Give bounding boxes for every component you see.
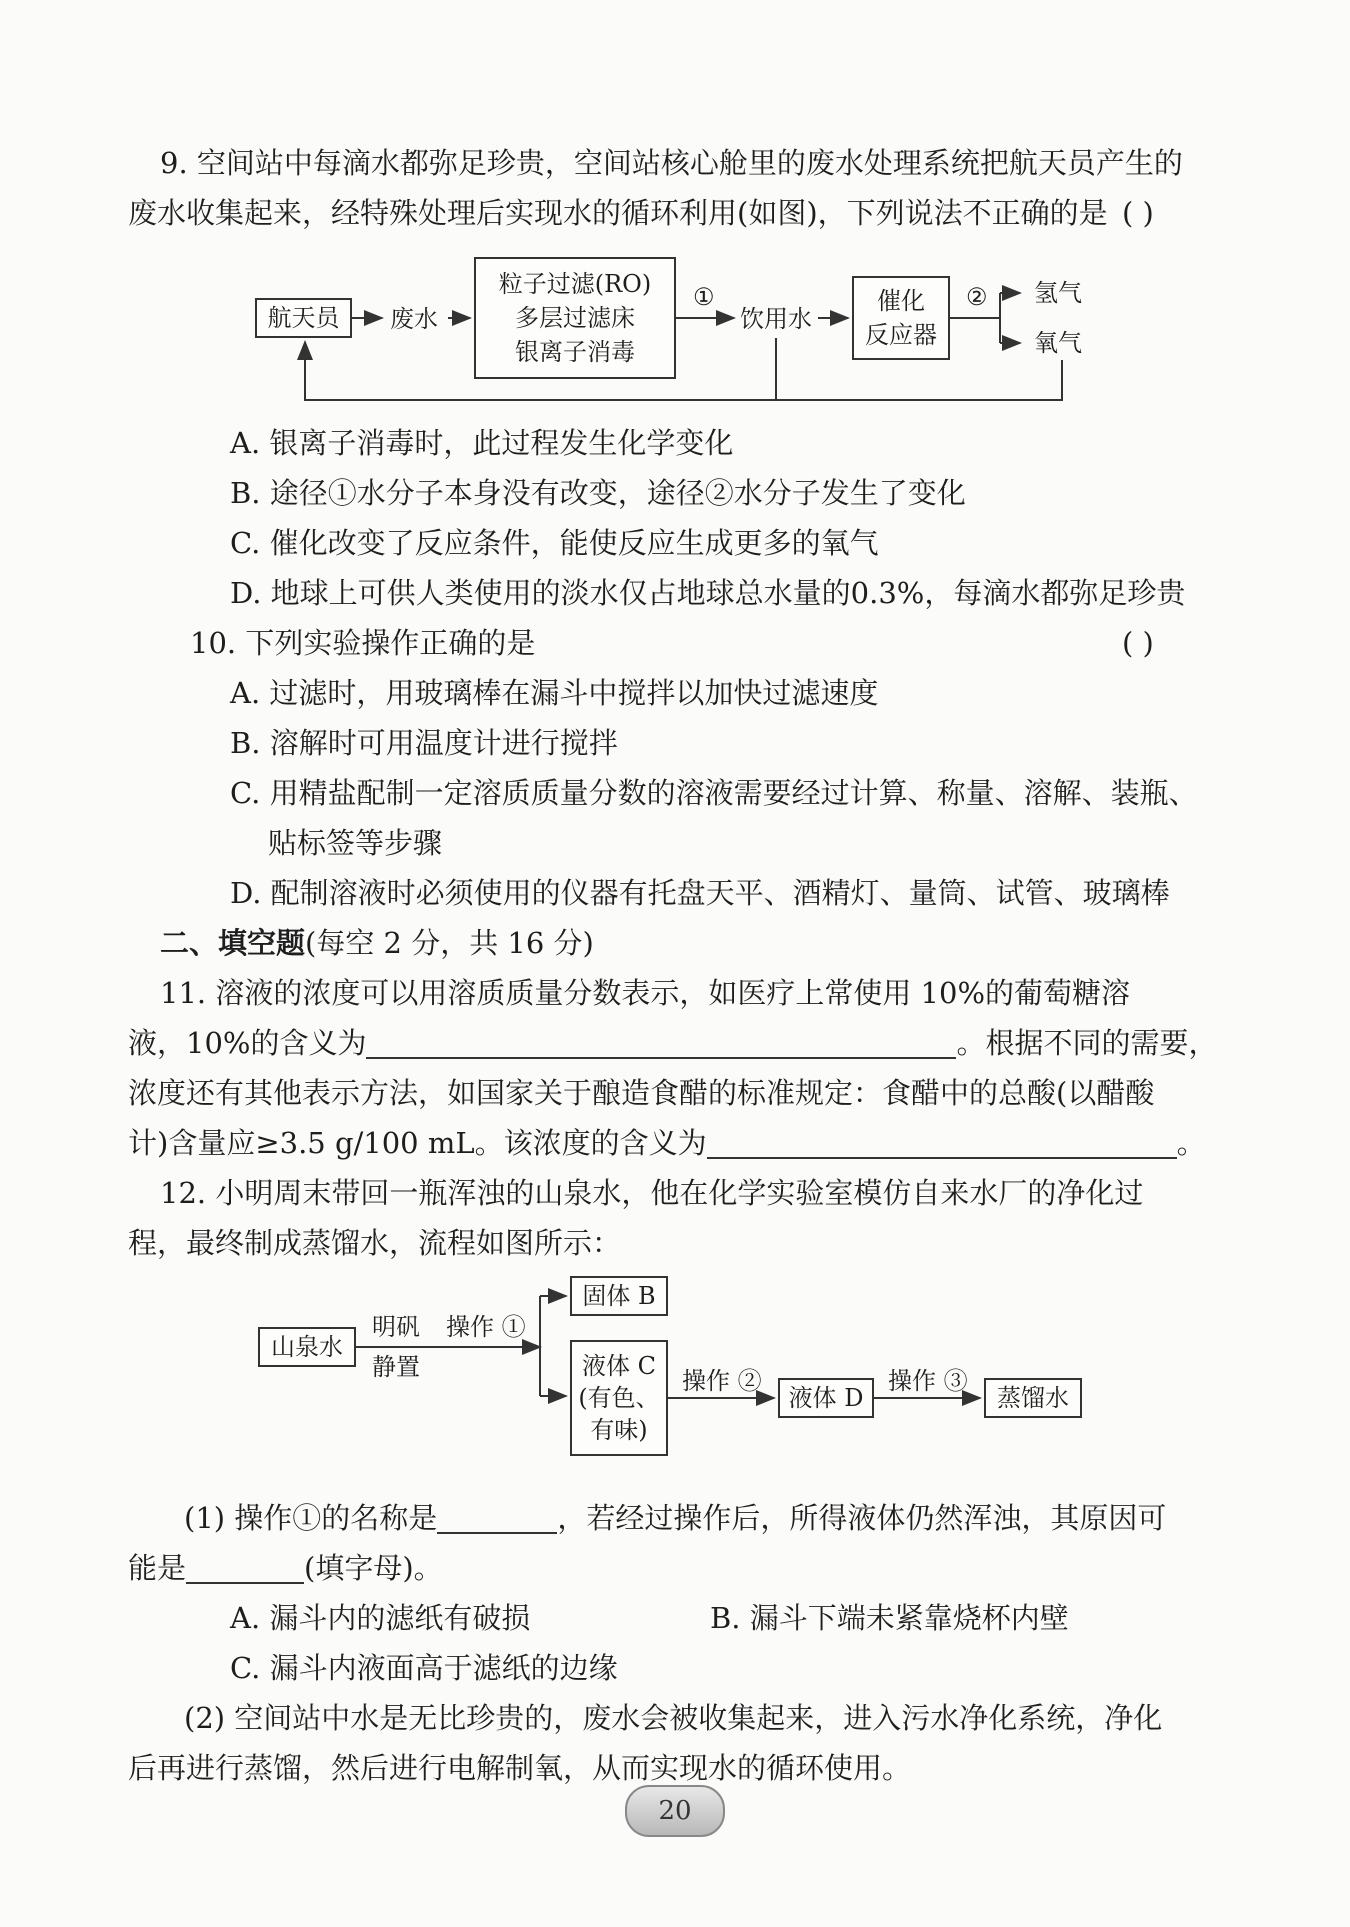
section2-note: (每空 2 分，共 16 分) <box>305 926 594 960</box>
label-settle: 静置 <box>372 1353 420 1381</box>
q9-answer-paren: ( ) <box>1122 196 1154 230</box>
page-number: 20 <box>658 1796 692 1826</box>
reactor-label-2: 反应器 <box>865 321 937 349</box>
node-hydrogen: 氢气 <box>1034 279 1082 307</box>
q9-option-d: D. 地球上可供人类使用的淡水仅占地球总水量的0.3%，每滴水都弥足珍贵 <box>230 576 1186 610</box>
q12-sub1-line2-prefix: 能是 <box>128 1551 187 1585</box>
node-liquid-d: 液体 D <box>778 1378 874 1418</box>
q10-option-b: B. 溶解时可用温度计进行搅拌 <box>230 726 618 760</box>
q12-line2: 程，最终制成蒸馏水，流程如图所示： <box>128 1226 622 1260</box>
q11-line2 <box>128 1023 1217 1063</box>
q12-option-a: A. 漏斗内的滤纸有破损 <box>230 1601 531 1635</box>
q12-option-b: B. 漏斗下端未紧靠烧杯内壁 <box>710 1601 1069 1635</box>
q10-option-d: D. 配制溶液时必须使用的仪器有托盘天平、酒精灯、量筒、试管、玻璃棒 <box>230 876 1170 910</box>
page-number-badge <box>625 1785 725 1837</box>
q9-option-b: B. 途径①水分子本身没有改变，途径②水分子发生了变化 <box>230 476 966 510</box>
q10-option-c-line1: C. 用精盐配制一定溶质质量分数的溶液需要经过计算、称量、溶解、装瓶、 <box>230 776 1198 810</box>
node-solid-b: 固体 B <box>570 1276 668 1316</box>
node-catalytic-reactor <box>852 276 950 360</box>
node-treatment-process <box>474 257 676 379</box>
q12-sub1-prefix: (1) 操作①的名称是 <box>184 1501 438 1535</box>
section2-title: 二、填空题 <box>160 926 306 960</box>
q11-line1: 11. 溶液的浓度可以用溶质质量分数表示，如医疗上常使用 10%的葡萄糖溶 <box>160 976 1131 1010</box>
node-drinking-water: 饮用水 <box>740 305 812 333</box>
node-spring-water: 山泉水 <box>258 1327 356 1367</box>
q12-sub2-line1: (2) 空间站中水是无比珍贵的，废水会被收集起来，进入污水净化系统，净化 <box>184 1701 1163 1735</box>
label-op3: 操作 ③ <box>888 1367 968 1395</box>
process-ro: 粒子过滤(RO) <box>498 270 652 298</box>
node-distilled-water: 蒸馏水 <box>984 1378 1082 1418</box>
q11-line2-suffix: 。根据不同的需要， <box>956 1026 1218 1060</box>
q11-line2-prefix: 液，10%的含义为 <box>128 1026 367 1060</box>
q11-line4-prefix: 计)含量应≥3.5 g/100 mL。该浓度的含义为 <box>128 1126 707 1160</box>
q12-option-c: C. 漏斗内液面高于滤纸的边缘 <box>230 1651 618 1685</box>
label-op2: 操作 ② <box>682 1367 762 1395</box>
q10-option-c-line2: 贴标签等步骤 <box>268 826 443 860</box>
q11-blank-1[interactable] <box>366 1027 956 1059</box>
q12-blank-1[interactable] <box>437 1502 557 1534</box>
node-liquid-c <box>570 1340 668 1456</box>
node-oxygen: 氧气 <box>1034 329 1082 357</box>
liquid-c-label-2: (有色、 <box>578 1384 660 1412</box>
q10-stem: 10. 下列实验操作正确的是 <box>190 626 536 660</box>
q9-stem-line1: 9. 空间站中每滴水都弥足珍贵，空间站核心舱里的废水处理系统把航天员产生的 <box>160 146 1183 180</box>
loop-oxygen-to-astronaut <box>776 360 1062 400</box>
q12-sub1-suffix: ，若经过操作后，所得液体仍然浑浊，其原因可 <box>557 1501 1167 1535</box>
q9-option-c: C. 催化改变了反应条件，能使反应生成更多的氧气 <box>230 526 879 560</box>
section2-heading <box>160 923 594 963</box>
label-op1: 操作 ① <box>446 1313 526 1341</box>
liquid-c-label-1: 液体 C <box>582 1352 656 1380</box>
process-filter-bed: 多层过滤床 <box>515 304 635 332</box>
reactor-label-1: 催化 <box>877 287 925 315</box>
label-alum: 明矾 <box>372 1313 420 1341</box>
step1-label: ① <box>693 283 715 311</box>
step2-label: ② <box>966 283 988 311</box>
q9-stem-line2: 废水收集起来，经特殊处理后实现水的循环利用(如图)，下列说法不正确的是 <box>128 196 1108 230</box>
liquid-c-label-3: 有味) <box>590 1416 648 1444</box>
q11-line3: 浓度还有其他表示方法，如国家关于酿造食醋的标准规定：食醋中的总酸(以醋酸 <box>128 1076 1155 1110</box>
q11-blank-2[interactable] <box>707 1127 1177 1159</box>
node-astronaut: 航天员 <box>255 298 352 338</box>
q12-sub2-line2: 后再进行蒸馏，然后进行电解制氧，从而实现水的循环使用。 <box>128 1751 912 1785</box>
q12-sub1-line2 <box>128 1548 443 1588</box>
q9-option-a: A. 银离子消毒时，此过程发生化学变化 <box>230 426 734 460</box>
q10-option-a: A. 过滤时，用玻璃棒在漏斗中搅拌以加快过滤速度 <box>230 676 879 710</box>
q12-sub1-line1 <box>184 1498 1166 1538</box>
q10-answer-paren: ( ) <box>1122 626 1154 660</box>
q11-line4-suffix: 。 <box>1176 1126 1206 1160</box>
q12-line1: 12. 小明周末带回一瓶浑浊的山泉水，他在化学实验室模仿自来水厂的净化过 <box>160 1176 1144 1210</box>
node-wastewater: 废水 <box>390 305 438 333</box>
q12-blank-2[interactable] <box>186 1552 304 1584</box>
q11-line4 <box>128 1123 1206 1163</box>
q12-sub1-line2-suffix: (填字母)。 <box>304 1551 443 1585</box>
process-silver-ion: 银离子消毒 <box>515 338 635 366</box>
